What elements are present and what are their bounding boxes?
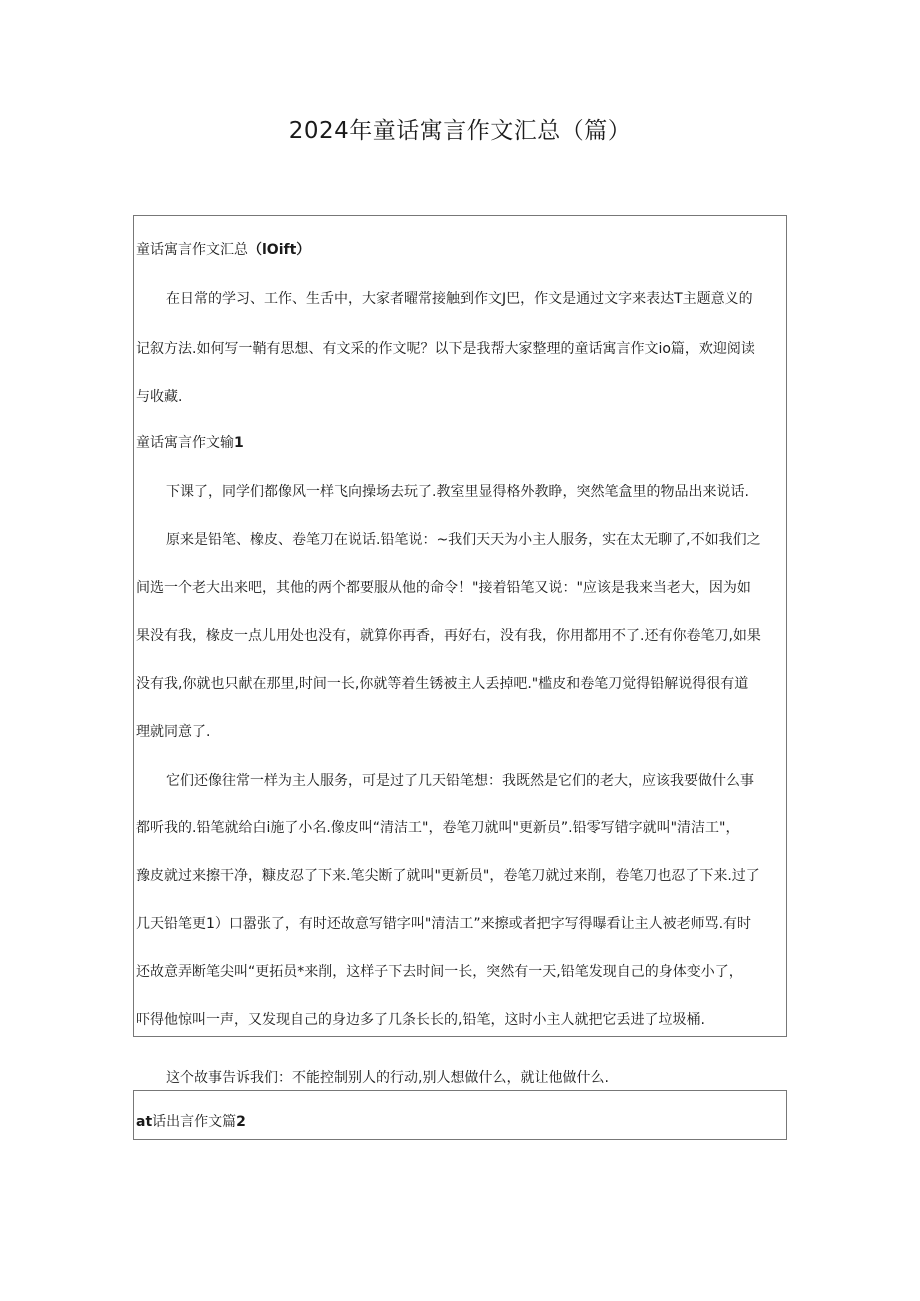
section1-heading-text: 童话寓言作文输 <box>136 435 234 451</box>
story-line: 下课了，同学们都像风一样飞向操场去玩了.教室里显得格外教睁，突然笔盒里的物品出来说话. <box>166 484 749 500</box>
story-line: 果没有我，椽皮一点儿用处也没有，就算你再香，再好右，没有我，你用都用不了.还有你卷笔刀,如果 <box>136 628 761 644</box>
section2-number: 2 <box>236 1114 246 1130</box>
story-line: 豫皮就过来擦干净，糠皮忍了下来.笔尖断了就叫"更新员"，卷笔刀就过来削，卷笔刀也忍了下来.过了 <box>136 868 760 884</box>
story-line: 它们还像往常一样为主人服务，可是过了几天铅笔想：我既然是它们的老大，应该我要做什么事 <box>166 773 754 789</box>
intro-line: 记叙方法.如何写一鞘有思想、有文采的作文呢？以下是我帮大家整理的童话寓言作文io篇，欢迎阅读 <box>136 341 755 357</box>
section2-heading-text: 话出言作文篇 <box>152 1114 237 1130</box>
section1-heading <box>136 433 784 453</box>
story-line: 理就同意了. <box>136 724 211 740</box>
article-heading-text: 童话寓言作文汇总 <box>136 242 248 258</box>
document-title: 2024年童话寓言作文汇总（篇） <box>288 118 632 144</box>
moral-line: 这个故事告诉我们：不能控制别人的行动,别人想做什么，就让他做什么. <box>166 1070 609 1086</box>
intro-line: 在日常的学习、工作、生舌中，大家者曜常接触到作文J巴，作文是通过文字来表达T主题意义的 <box>166 291 753 307</box>
story-line: 原来是铅笔、橡皮、卷笔刀在说话.铅笔说：~我们天天为小主人服务，实在太无聊了,不如我们之 <box>166 532 761 548</box>
story-line: 都听我的.铅笔就给白i施了小名.像皮叫“清洁工"，卷笔刀就叫"更新员”.铅零写错字就叫"清洁工"， <box>136 820 740 836</box>
story-line: 吓得他惊叫一声，又发现自己的身边多了几条长长的,铅笔，这时小主人就把它丢进了垃圾桶. <box>136 1012 705 1028</box>
intro-line: 与收藏. <box>136 389 183 405</box>
article-heading <box>136 240 784 260</box>
story-line: 没有我,你就也只献在那里,时间一长,你就等着生锈被主人丢掉吧."槛皮和卷笔刀觉得铅解说得很有道 <box>136 676 749 692</box>
article-heading-count: （lOift） <box>248 242 311 258</box>
story-line: 间选一个老大出来吧，其他的两个都要服从他的命令！"接着铅笔又说："应该是我来当老大，因为如 <box>136 580 751 596</box>
section2-prefix: at <box>136 1114 153 1130</box>
section1-number: 1 <box>234 435 244 451</box>
story-line: 几天铅笔更1）口嚣张了，有时还故意写错字叫"清洁工”来擦或者把字写得曝看让主人被老师骂.有时 <box>136 916 752 932</box>
section2-heading <box>136 1112 784 1132</box>
story-line: 还故意弄断笔尖叫“更拓员*来削，这样子下去时间一长，突然有一天,铅笔发现自己的身体变小了， <box>136 964 743 980</box>
